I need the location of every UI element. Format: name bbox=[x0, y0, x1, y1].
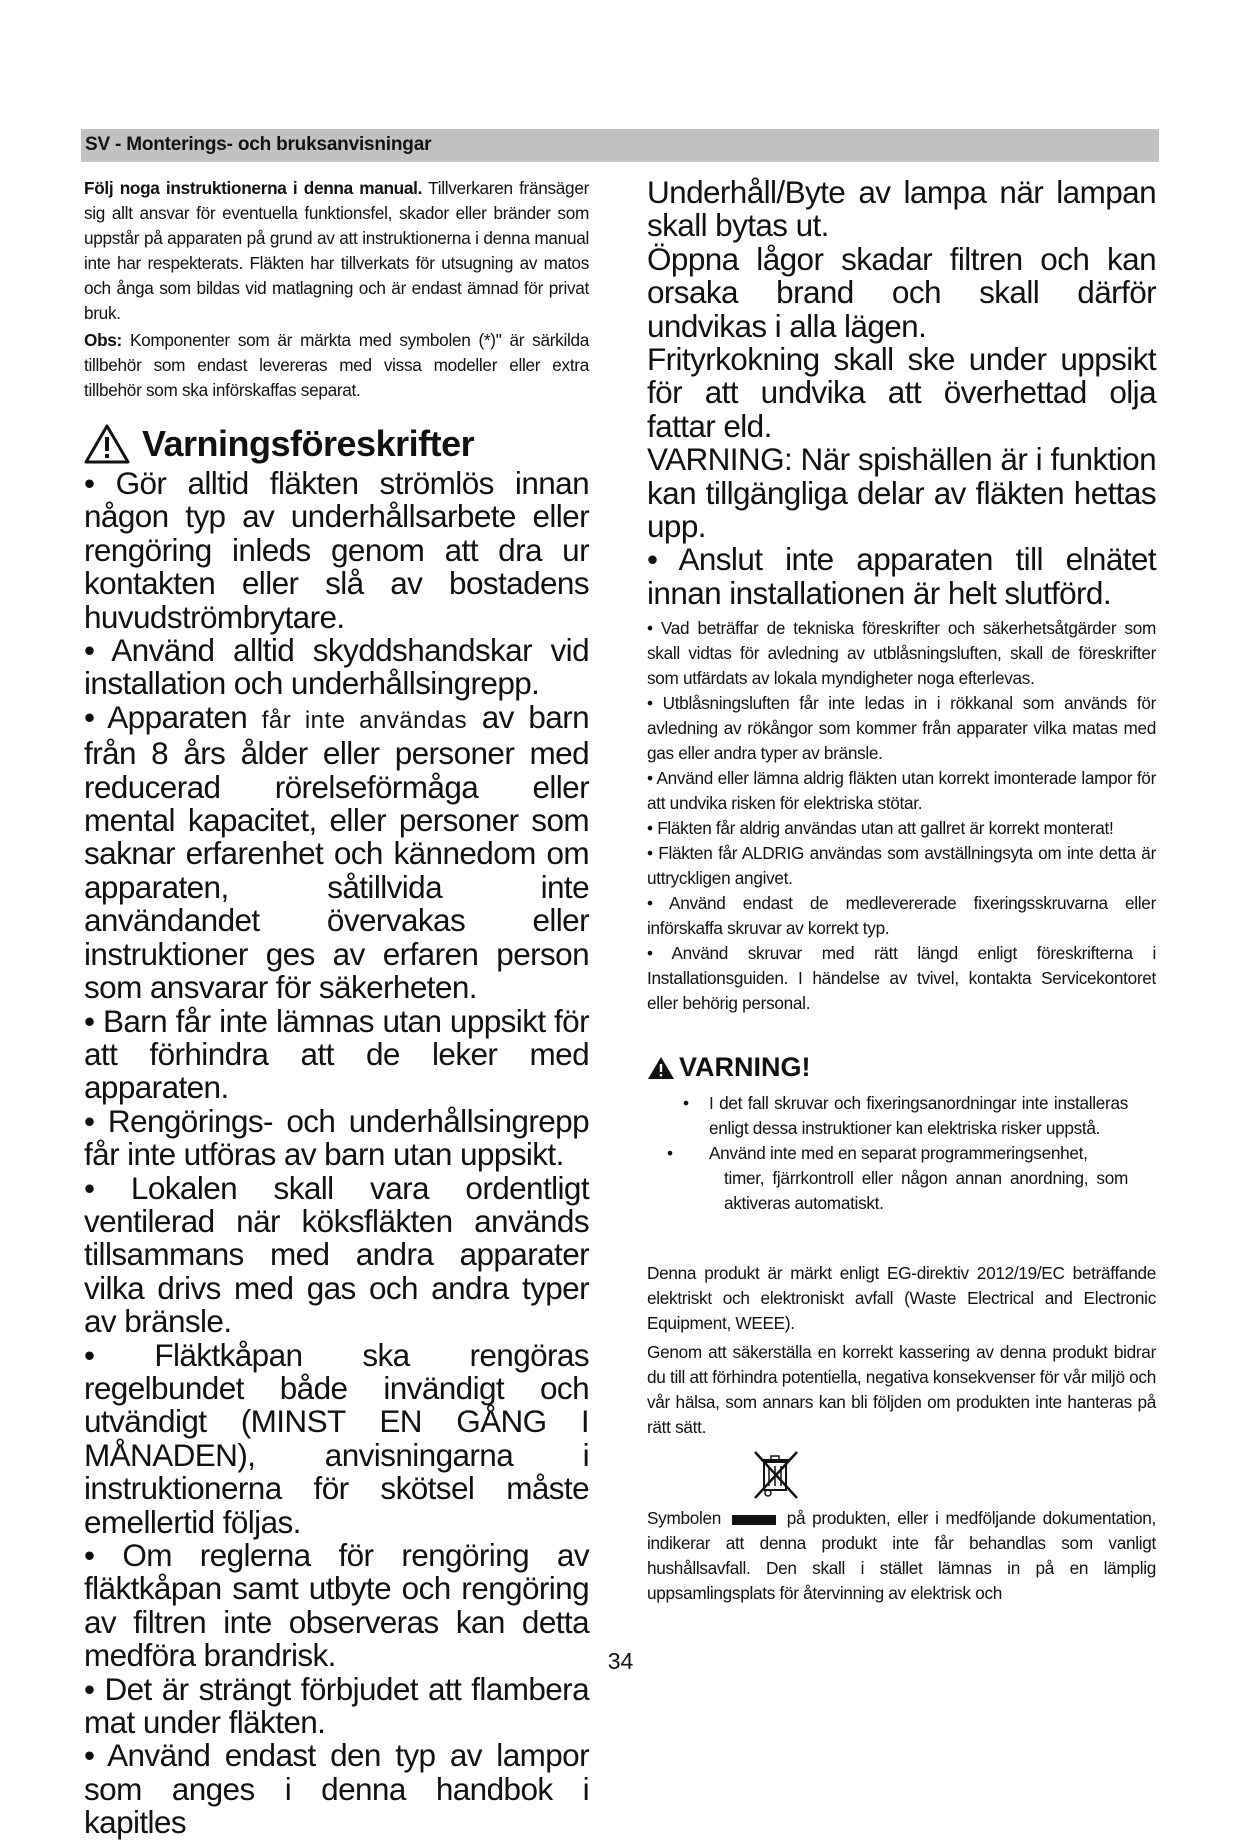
black-bar-symbol bbox=[732, 1515, 776, 1525]
warnings-heading bbox=[84, 423, 589, 465]
bullet-text: av barn från 8 års ålder eller personer med reducerad rörelseförmåga eller mental kapacitet, eller personer som saknar erfarenhet och kännedom om apparaten, såtillvida inte användandet övervakas eller instruktioner ges av erfaren person som ansvarar för säkerheten. bbox=[84, 698, 590, 1006]
page-number: 34 bbox=[607, 1648, 634, 1674]
right-column bbox=[647, 176, 1156, 1606]
warning-bullet: • Använd endast den typ av lampor som anges i denna handbok i kapitles bbox=[84, 1737, 589, 1840]
warning-bullet: • Fläktkåpan ska rengöras regelbundet både invändigt och utvändigt (MINST EN GÅNG I MÅNADEN), anvisningarna i instruktionerna för skötsel måste emellertid följas. bbox=[84, 1336, 589, 1540]
section-header bbox=[81, 129, 1159, 162]
lamp-paragraph: Underhåll/Byte av lampa när lampan skall bytas ut. bbox=[647, 174, 1156, 244]
warning-bullet: • Barn får inte lämnas utan uppsikt för att förhindra att de leker med apparaten. bbox=[84, 1002, 589, 1106]
varning-heading-text: VARNING! bbox=[679, 1052, 811, 1083]
varning-heading bbox=[647, 1052, 1156, 1083]
warning-triangle-icon bbox=[84, 424, 130, 464]
rule-item: • Utblåsningsluften får inte ledas in i rökkanal som används för avledning av rökångor som kommer från apparater vilka matas med gas eller andra typer av bränsle. bbox=[647, 693, 1156, 764]
rule-item: • Använd endast de medlevererade fixeringsskruvarna eller införskaffa skruvar av korrekt typ. bbox=[647, 893, 1156, 939]
warning-triangle-filled-icon bbox=[647, 1056, 675, 1080]
rule-item: • Använd skruvar med rätt längd enligt föreskrifterna i Installationsguiden. I händelse av tvivel, kontakta Servicekontoret eller behörig personal. bbox=[647, 943, 1156, 1014]
open-flame-paragraph: Öppna lågor skadar filtren och kan orsaka brand och skall därför undvikas i alla lägen. bbox=[647, 240, 1156, 344]
bullet-text-small: får inte användas bbox=[261, 706, 468, 734]
bullet-text: • Apparaten bbox=[84, 698, 248, 735]
varning-list bbox=[647, 1091, 1156, 1216]
obs-paragraph bbox=[84, 328, 589, 403]
intro-bold: Följ noga instruktionerna i denna manual. bbox=[84, 178, 423, 198]
rule-item: • Använd eller lämna aldrig fläkten utan korrekt imonterade lampor för att undvika risken för elektriska stötar. bbox=[647, 768, 1156, 814]
weee-paragraph: Denna produkt är märkt enligt EG-direktiv 2012/19/EC beträffande elektriskt och elektroniskt avfall (Waste Electrical and Electronic Equipment, WEEE). bbox=[647, 1263, 1156, 1334]
symbol-text: Symbolen bbox=[647, 1508, 722, 1529]
varning-item bbox=[647, 1141, 1156, 1216]
varning-item: • I det fall skruvar och fixeringsanordningar inte installeras enligt dessa instruktioner kan elektriska risker uppstå. bbox=[647, 1091, 1156, 1141]
warning-bullet: • Det är strängt förbjudet att flambera mat under fläkten. bbox=[84, 1670, 589, 1741]
symbol-paragraph bbox=[647, 1506, 1156, 1606]
rule-item: • Fläkten får ALDRIG användas som avställningsyta om inte detta är uttryckligen angivet. bbox=[647, 843, 1156, 889]
warning-bullet: • Om reglerna för rengöring av fläktkåpan samt utbyte och rengöring av filtren inte observeras kan detta medföra brandrisk. bbox=[84, 1537, 589, 1674]
warnings-heading-text: Varningsföreskrifter bbox=[142, 423, 475, 464]
intro-text: Tillverkaren fränsäger sig allt ansvar för eventuella funktionsfel, skador eller bränder som uppstår på apparaten på grund av att instruktionerna i denna manual inte har respekterats. Fläkten har tillverkats för utsugning av matos och ånga som bildas vid matlagning och är endast ämnad för privat bruk. bbox=[84, 178, 589, 323]
warning-bullet: • Gör alltid fläkten strömlös innan någon typ av underhållsarbete eller rengöring inleds genom att dra ur kontakten eller slå av bostadens huvudströmbrytare. bbox=[84, 465, 589, 635]
obs-text: Komponenter som är märkta med symbolen (*)" är särkilda tillbehör som endast levereras med vissa modeller eller extra tillbehör som ska införskaffas separat. bbox=[84, 330, 589, 400]
crossed-bin-icon bbox=[751, 1448, 801, 1500]
rule-item: • Fläkten får aldrig användas utan att gallret är korrekt monterat! bbox=[647, 818, 1114, 839]
varning-item-line: Använd inte med en separat programmeringsenhet, bbox=[709, 1143, 1088, 1164]
warning-bullet: • Rengörings- och underhållsingrepp får inte utföras av barn utan uppsikt. bbox=[84, 1102, 589, 1173]
connect-paragraph: • Anslut inte apparaten till elnätet innan installationen är helt slutförd. bbox=[647, 541, 1156, 611]
intro-paragraph bbox=[84, 176, 589, 326]
symbol-text: på produkten, eller i medföljande dokumentation, indikerar att denna produkt inte får behandlas som vanligt hushållsavfall. Den skall i stället lämnas in på en lämplig uppsamlingsplats för återvinning av elektrisk och bbox=[647, 1508, 1157, 1604]
rule-item: • Vad beträffar de tekniska föreskrifter och säkerhetsåtgärder som skall vidtas för avledning av utblåsningsluften, skall de föreskrifter som utfärdats av lokala myndigheter noga efterlevas. bbox=[647, 618, 1156, 689]
warning-bullet: • Lokalen skall vara ordentligt ventilerad när köksfläkten används tillsammans med andra apparater vilka drivs med gas och andra typer av bränsle. bbox=[84, 1169, 589, 1340]
warning-bullet: • Använd alltid skyddshandskar vid installation och underhållsingrepp. bbox=[84, 632, 589, 702]
obs-label: Obs: bbox=[84, 330, 122, 350]
frying-paragraph: Frityrkokning skall ske under uppsikt för att undvika att överhettad olja fattar eld. bbox=[647, 341, 1156, 444]
weee-paragraph: Genom att säkerställa en korrekt kassering av denna produkt bidrar du till att förhindra potentiella, negativa konsekvenser för vår miljö och vår hälsa, som annars kan bli följden om produkten inte hanteras på rätt sätt. bbox=[647, 1342, 1156, 1438]
left-column bbox=[84, 176, 589, 1840]
hob-warning-paragraph: VARNING: När spishällen är i funktion kan tillgängliga delar av fläkten hettas upp. bbox=[647, 441, 1156, 545]
warning-bullet bbox=[84, 698, 590, 1006]
varning-item-line: timer, fjärrkontroll eller någon annan anordning, som aktiveras automatiskt. bbox=[724, 1168, 1128, 1214]
section-title: SV - Monterings- och bruksanvisningar bbox=[85, 134, 432, 155]
